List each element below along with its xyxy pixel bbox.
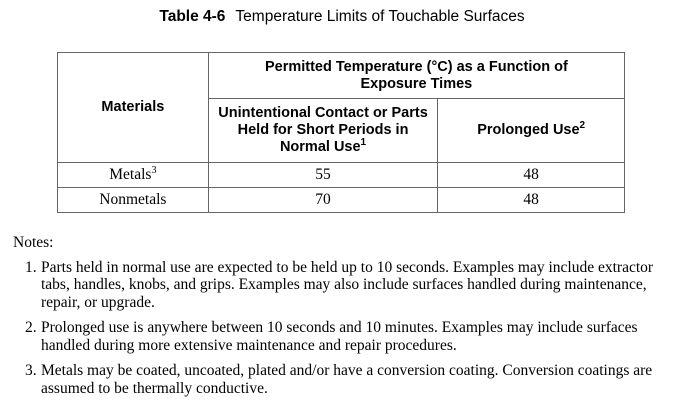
header-permitted-temperature: Permitted Temperature (°C) as a Function of Exposure Times [208, 53, 624, 99]
note-number: 1. [25, 258, 37, 276]
table-row [58, 163, 625, 188]
notes-section [13, 234, 683, 405]
table-number: Table 4-6 [159, 8, 226, 25]
note-item [13, 259, 683, 312]
cell-short-period: 70 [208, 188, 438, 213]
table-caption [0, 8, 684, 26]
header-unintentional-contact: Unintentional Contact or Parts Held for Short Periods in Normal Use$^1$ [208, 99, 438, 163]
table-title: Temperature Limits of Touchable Surfaces [235, 8, 525, 25]
header-prolonged-use: Prolonged Use$^2$ [438, 99, 625, 163]
footnote-ref-2: 2 [579, 120, 586, 131]
cell-material: Metals$^3$ [58, 163, 209, 188]
cell-prolonged: 48 [438, 188, 625, 213]
footnote-ref-3: 3 [151, 165, 157, 176]
temperature-limits-table [57, 52, 625, 213]
notes-list [13, 259, 683, 398]
note-number: 2. [25, 319, 37, 336]
note-number: 3. [25, 362, 37, 379]
footnote-ref-1: 1 [360, 137, 367, 148]
note-text: Parts held in normal use are expected to be held up to 10 seconds. Examples may include extractor tabs, handles, knobs, and grips. Examples may also include surfaces handled during maintenance, repair, or upgrade. [41, 258, 654, 311]
cell-short-period: 55 [208, 163, 438, 188]
notes-label: Notes: [13, 234, 54, 251]
table-row [58, 188, 625, 213]
note-item [13, 319, 683, 354]
note-text: Prolonged use is anywhere between 10 seconds and 10 minutes. Examples may include surfaces handled during more extensive maintenance and repair procedures. [41, 319, 638, 354]
cell-prolonged: 48 [438, 163, 625, 188]
note-item [13, 362, 683, 397]
cell-material: Nonmetals [58, 188, 209, 213]
note-text: Metals may be coated, uncoated, plated and/or have a conversion coating. Conversion coatings are assumed to be thermally conductive. [41, 362, 653, 397]
header-materials: Materials [58, 53, 209, 163]
